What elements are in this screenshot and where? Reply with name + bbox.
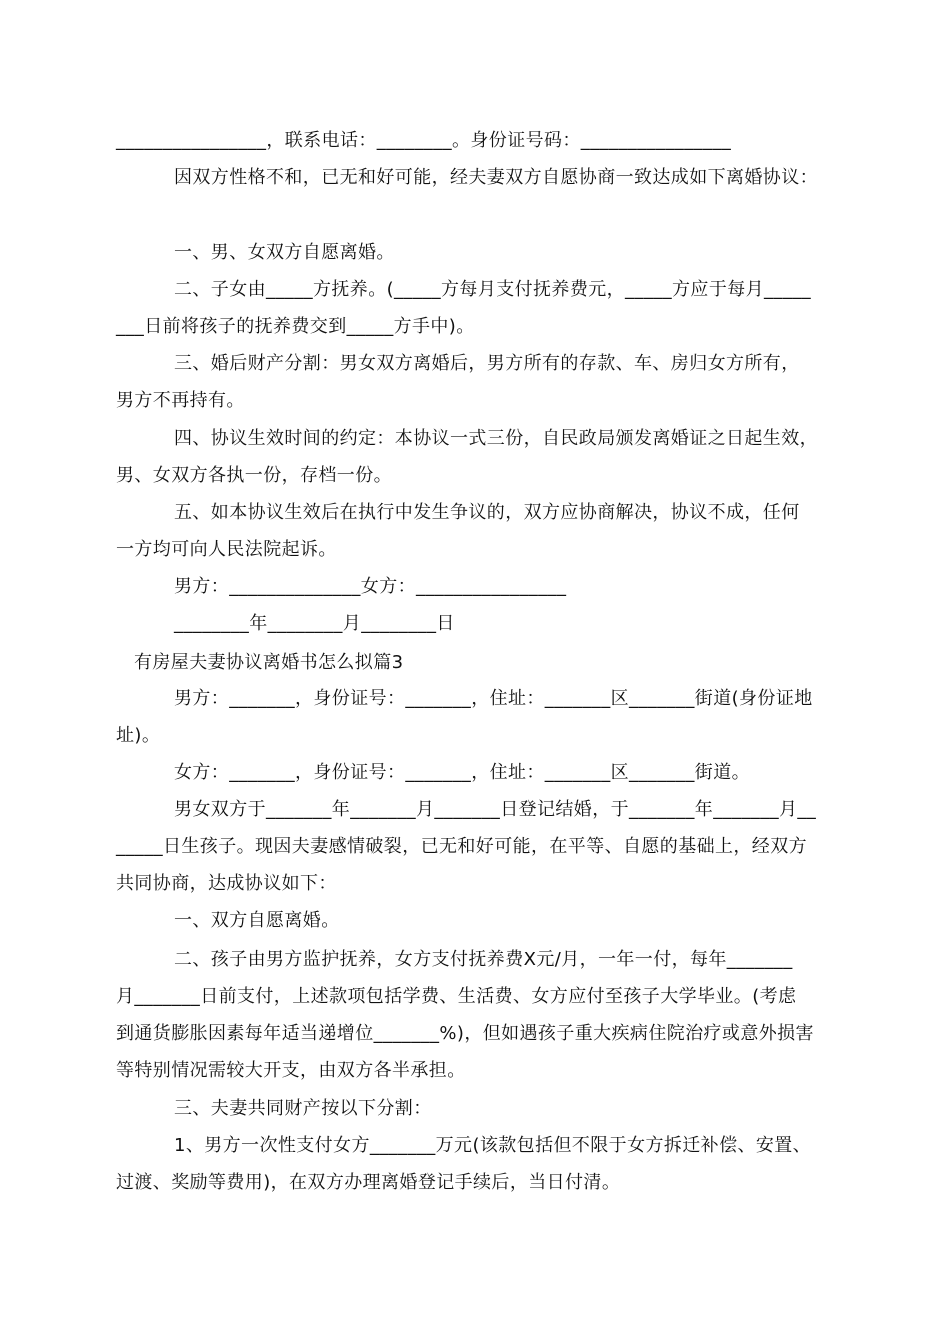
signature-line: 男方：______________女方：________________ [174,576,567,597]
article-3-item-1-cont: 过渡、奖励等费用)，在双方办理离婚登记手续后，当日付清。 [116,1172,621,1193]
section-title: 有房屋夫妻协议离婚书怎么拟篇3 [134,652,404,673]
article-1: 一、双方自愿离婚。 [174,910,340,931]
preamble: 因双方性格不和，已无和好可能，经夫妻双方自愿协商一致达成如下离婚协议： [174,167,818,188]
article-2: 二、孩子由男方监护抚养，女方支付抚养费X元/月，一年一付，每年_______ [174,949,793,970]
contact-line: ________________，联系电话：________。身份证号码：________________ [116,130,732,151]
clause-5: 五、如本协议生效后在执行中发生争议的，双方应协商解决，协议不成，任何 [174,502,800,523]
marriage-info-cont: _____日生孩子。现因夫妻感情破裂，已无和好可能，在平等、自愿的基础上，经双方 [116,836,807,857]
clause-2-cont: ___日前将孩子的抚养费交到_____方手中)。 [116,316,475,337]
article-2-cont-2: 到通货膨胀因素每年适当递增位_______%)，但如遇孩子重大疾病住院治疗或意外损害 [116,1023,814,1044]
wife-info: 女方：_______，身份证号：_______，住址：_______区_______街道。 [174,762,750,783]
article-2-cont-3: 等特别情况需较大开支，由双方各半承担。 [116,1060,466,1081]
clause-4: 四、协议生效时间的约定：本协议一式三份，自民政局颁发离婚证之日起生效， [174,428,818,449]
article-3: 三、夫妻共同财产按以下分割： [174,1098,432,1119]
article-2-cont: 月_______日前支付，上述款项包括学费、生活费、女方应付至孩子大学毕业。(考虑 [116,986,797,1007]
marriage-info-cont-2: 共同协商，达成协议如下： [116,873,337,894]
husband-info-cont: 址)。 [116,725,161,746]
date-line: ________年________月________日 [174,613,455,634]
husband-info: 男方：_______，身份证号：_______，住址：_______区_______街道(身份证地 [174,688,813,709]
clause-2: 二、子女由_____方抚养。(_____方每月支付抚养费元，_____方应于每月_____ [174,279,812,300]
marriage-info: 男女双方于_______年_______月_______日登记结婚，于_______年_______月__ [174,799,817,820]
clause-3: 三、婚后财产分割：男女双方离婚后，男方所有的存款、车、房归女方所有， [174,353,800,374]
clause-5-cont: 一方均可向人民法院起诉。 [116,539,337,560]
clause-3-cont: 男方不再持有。 [116,390,245,411]
clause-1: 一、男、女双方自愿离婚。 [174,242,395,263]
clause-4-cont: 男、女双方各执一份，存档一份。 [116,465,392,486]
article-3-item-1: 1、男方一次性支付女方_______万元(该款包括但不限于女方拆迁补偿、安置、 [174,1135,812,1156]
